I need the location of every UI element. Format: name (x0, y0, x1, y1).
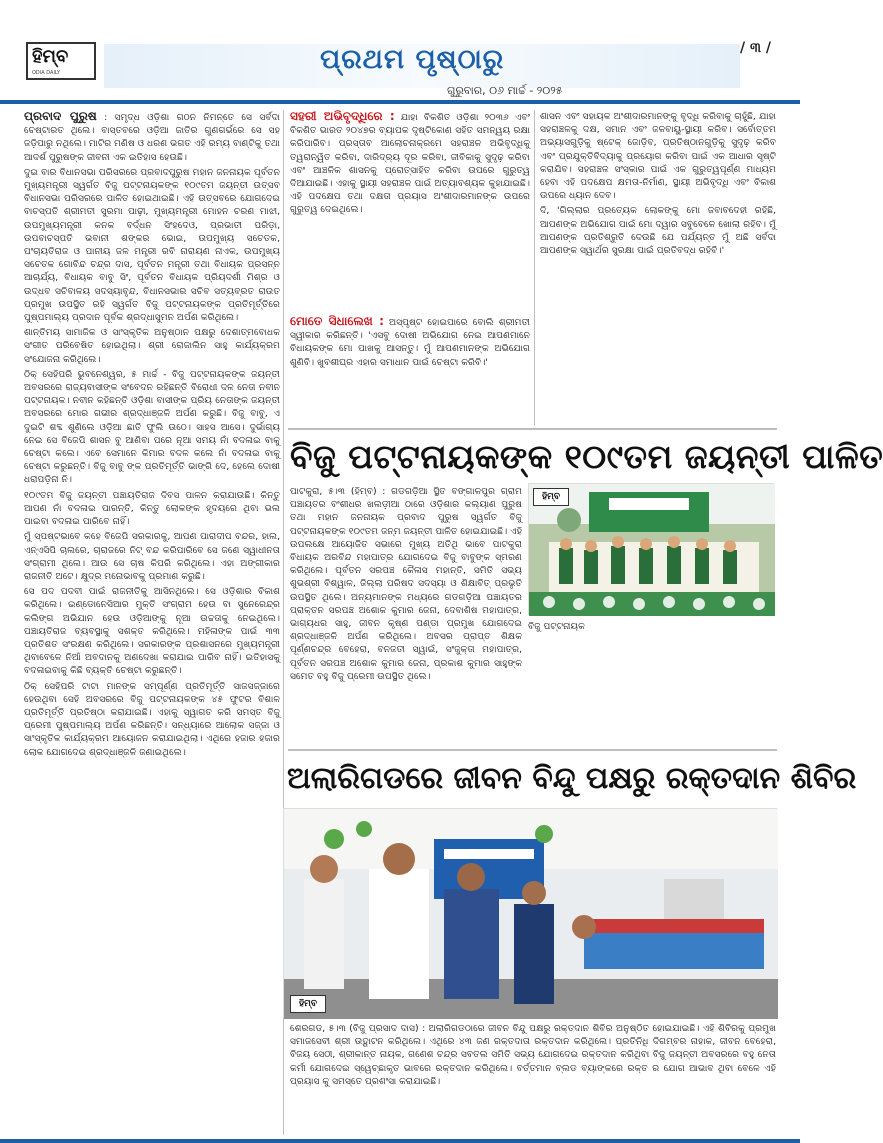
top-accent-band (0, 100, 800, 104)
photo-logo: ହିମ୍ବ (290, 995, 326, 1013)
story1-photo (528, 483, 774, 615)
article-left-paragraph: ଶାନ୍ତିମୟ ସାମାଜିକ ଓ ସାଂସ୍କୃତିକ ଅନୁଷ୍ଠାନ ପକ୍ଷରୁ ଦେଶାତ୍ମବୋଧକ ସଂଗୀତ ପରିବେଷିତ ହୋଇଥିଲା। ଶ୍ରୀ ରୋଜାଲିନ ସାହୁ କାର୍ଯ୍ୟକ୍ରମ ସଂଯୋଜନା କରିଥିଲେ। (24, 327, 280, 365)
story2-photo (283, 808, 777, 1018)
date-line: ଗୁରୁବାର, ୦୬ ମାର୍ଚ୍ଚ - ୨୦୨୫ (447, 84, 563, 97)
blood-camp-photo-illustration (284, 809, 778, 1019)
article-mid-column (290, 110, 530, 310)
masthead (0, 0, 800, 102)
logo-text: ହିମ୍ବ (32, 46, 69, 67)
article-mid-text: ଯାହା ବିକଶିତ ଓଡ଼ିଶା ୨୦୩୬ ଏବଂ ବିକଶିତ ଭାରତ ୨୦୪୭ର ବ୍ୟାପକ ଦୃଷ୍ଟିକୋଣ ସହିତ ସମନ୍ୱୟ ରକ୍ଷା କରିପାରିବ। ପ୍ରସ୍ତାବ ଆଲୋଚନାକ୍ରମେ ସହରାଞ୍ଚଳ ଅଭିବୃଦ୍ଧିକୁ ତ୍ୱରାନ୍ୱିତ କରିବା, ଦାରିଦ୍ର୍ୟ ଦୂର କରିବା, ଜୀବିକାକୁ ସୁଦୃଢ଼ କରିବା ଏବଂ ଆଞ୍ଚଳିକ ଶାସନକୁ ପ୍ରୋତ୍ସାହିତ କରିବା ଉପରେ ଗୁରୁତ୍ୱ ଦିଆଯାଇଛି। ଏହାକୁ ସ୍ଥାୟୀ ସହରାଞ୍ଚଳ ପାଇଁ ଅତ୍ୟାବଶ୍ୟକ କୁହାଯାଇଛି। ଏହି ପଦକ୍ଷେପ ତଥା ଦକ୍ଷତା ପ୍ରୟାସ ଅଂଶୀଦାରମାନଙ୍କ ଉପରେ ଗୁରୁତ୍ୱ ଦେଇଥିଲେ। (290, 112, 531, 216)
newspaper-logo (26, 42, 96, 80)
article-left-paragraph: ଠିକ୍ ସେହିପରି ଟାଟା ମାନଙ୍କ ସମ୍ପୂର୍ଣ୍ଣ ପ୍ରତିମୂର୍ତ୍ତି ସାଜସଜ୍ଜାରେ ହେଉଥିବା ସେହି ଅବସରରେ ବିଜୁ ପଟ୍ଟନାୟକଙ୍କ ୪୫ ଫୁଟର ବିଶାଳ ପ୍ରତିମୂର୍ତ୍ତି ପ୍ରତିଷ୍ଠା କରାଯାଇଛି। ଏହାକୁ ସ୍ୱାଗତ କରି ସମସ୍ତ ବିଜୁ ପ୍ରେମୀ ପୁଷ୍ପମାଲ୍ୟ ଅର୍ପଣ କରିଛନ୍ତି। ସନ୍ଧ୍ୟାରେ ଆଲୋକ ସଜ୍ଜା ଓ ସାଂସ୍କୃତିକ କାର୍ଯ୍ୟକ୍ରମ ଆୟୋଜନ କରାଯାଇଥିଲା। ଏଥିରେ ହଜାର ହଜାର ଲୋକ ଯୋଗଦେଇ ଶ୍ରଦ୍ଧାଞ୍ଜଳି ଜଣାଇଥିଲେ। (24, 680, 280, 758)
article-right-quote: ଦି, 'ଗିଲ୍ଲାର ପ୍ରତ୍ୟେକ ଲୋକଙ୍କୁ ମୋ ଜବାବଦେହୀ ରହିଛି, ଆପଣଙ୍କ ଅଭିଯୋଗ ପାଇଁ ମୋ ଦ୍ୱାର ସବୁବେଳେ ଖୋଲା ରହିବ। ମୁଁ ଆପଣଙ୍କ ପ୍ରତିଶ୍ରୁତି ଦେଉଛି ଯେ ପର୍ଯ୍ୟନ୍ତ ମୁଁ ଅଛି ସର୍ବଦା ଆପଣଙ୍କ ସ୍ୱାର୍ଥର ସୁରକ୍ଷା ପାଇଁ ପ୍ରତିବଦ୍ଧ ରହିବି।' (540, 205, 776, 257)
section-title: ପ୍ରଥମ ପୃଷ୍ଠାରୁ (320, 44, 505, 75)
article-left-paragraph: ୧୦୯ତମ ବିଜୁ ଜୟନ୍ତୀ ପଞ୍ଚାୟତିରାଜ ଦିବସ ପାଳନ କରାଯାଉଛି। କିନ୍ତୁ ଆପଣ ନାଁ ବଦଳାଇ ପାରନ୍ତି, କିନ୍ତୁ ଲୋକଙ୍କ ହୃଦୟରେ ଥିବା ଭଲ ପାଇବା ବଦଳାଇ ପାରିବେ ନାହିଁ। (24, 489, 280, 528)
article-mid2-kicker: ମୋତେ ସିଧାଲେଖ : (290, 314, 384, 328)
page-number: / ୩ / (740, 40, 771, 56)
story1-body-left (290, 485, 522, 745)
story2-body (290, 1022, 776, 1136)
article-mid2-column (290, 315, 530, 425)
story1-headline (290, 429, 883, 485)
article-right-column (540, 110, 776, 425)
bottom-accent-band (0, 1139, 800, 1143)
story1-banner-text: ବିଜୁ ପଟ୍ଟନାୟକ (528, 621, 585, 632)
article-left-paragraph: ସେ ପଦ ପଦବୀ ପାଇଁ ରାଜନୀତିକୁ ଆସିନଥିଲେ। ସେ ଓଡ଼ିଶାର ବିକାଶ କରିଥିଲେ। ଇଣ୍ଡୋନେସିଆର ମୁକ୍ତି ସଂଗ୍ରାମ ହେଉ ବା ସୁନେରେନ୍ଦ୍ର କଲିଙ୍ଗ ଅଭିଯାନ ହେଉ ଓଡ଼ିଆଙ୍କୁ ନୂଆ ଉଚ୍ଚତାକୁ ନେଇଥିଲେ। ପଞ୍ଚାୟତିରାଜ ବ୍ୟବସ୍ଥାକୁ ସଶକ୍ତ କରିଥିଲେ। ମହିଳାଙ୍କ ପାଇଁ ୩୩ ପ୍ରତିଶତ ସଂରକ୍ଷଣ କରିଥିଲେ। ସରକାରଙ୍କ ପ୍ରଶାସନରେ ମୁଖ୍ୟମନ୍ତ୍ରୀ ଥିବାବେଳେ ନିଆଁ ଅବଦାନକୁ ଅଣଦେଖା କରାଯାଇ ପାରିବ ନାହିଁ। ଇତିହାସକୁ ବଦଳାଇବାକୁ କିଛି ବ୍ୟକ୍ତି ଚେଷ୍ଟା କରୁଛନ୍ତି। (24, 586, 280, 677)
column-divider (534, 110, 535, 425)
article-mid-kicker: ସହରୀ ଅଭିବୃଦ୍ଧିରେ : (290, 109, 395, 123)
logo-subtext: ODIA DAILY (32, 70, 61, 76)
article-left-kicker: ପ୍ରବାଦ ପୁରୁଷ (24, 109, 97, 123)
story1-headline-text: ବିଜୁ ପଟ୍ଟନାୟକଙ୍କ ୧୦୯ତମ ଜୟନ୍ତୀ ପାଳିତ (290, 437, 883, 476)
photo-logo: ହିମ୍ବ (533, 488, 569, 506)
story1-text: ପାଟକୁରା, ୫।୩ (ହିମ୍ବ) : ଗଡଗଡ଼ିଆ ସ୍ଥିତ ବଙ୍ଗାଳପୁର ଗ୍ରାମ ପଞ୍ଚାୟତର ବଂଶୀଧର ଖଲଡ଼ୀଆ ଠାରେ ଓଡ଼ିଶାର କଲ୍ୟାଣ ପୁରୁଷ ତଥା ମହାନ ଜନନାୟକ ପ୍ରବାଦ ପୁରୁଷ ସ୍ୱର୍ଗତ ବିଜୁ ପଟ୍ଟନାୟକଙ୍କ ୧୦୯ତମ ଜନ୍ମ ଜୟନ୍ତୀ ପାଳିତ ହୋଇଯାଇଛି। ଏହି ଉପଲକ୍ଷେ ଆୟୋଜିତ ସଭାରେ ମୁଖ୍ୟ ଅତିଥି ଭାବେ ପାଟକୁରା ବିଧାୟକ ଅରବିନ୍ଦ ମହାପାତ୍ର ଯୋଗଦେଇ ବିଜୁ ବାବୁଙ୍କ ସ୍ମରଣ କରିଥିଲେ। ପୂର୍ବତନ ସରପଞ୍ଚ କୈଳାସ ମହାନ୍ତି, ସମିତି ସଭ୍ୟ ଶୁଭଶ୍ରୀ ବିଶ୍ୱାଳ, ଜିଲ୍ଲା ପରିଷଦ ସଦସ୍ୟା ଓ ଶିକ୍ଷାବିତ୍ ପ୍ରଭୃତି ଉପସ୍ଥିତ ଥିଲେ। ଅନ୍ୟମାନଙ୍କ ମଧ୍ୟରେ ଗଡଗଡ଼ିଆ ପଞ୍ଚାୟତର ପ୍ରାକ୍ତନ ସରପଞ୍ଚ ଅଶୋକ କୁମାର ଜେନା, ଦେବାଶିଷ ମହାପାତ୍ର, ଭାଗ୍ୟଧର ସାହୁ, ଜୀବନ କୃଷ୍ଣ ପଣ୍ଡା ପ୍ରମୁଖ ଯୋଗଦେଇ ଶ୍ରଦ୍ଧାଞ୍ଜଳି ଅର୍ପଣ କରିଥିଲେ। ଅବସର ପ୍ରାପ୍ତ ଶିକ୍ଷକ ପୂର୍ଣ୍ଣଚନ୍ଦ୍ର ବେହେରା, ବନଜତୀ ସ୍ୱାଇଁ, ସଂଜୁକ୍ତା ମହାପାତ୍ର, ପୂର୍ବତନ ସରପଞ୍ଚ ଅଶୋକ କୁମାର ଜେନା, ପ୍ରକାଶ କୁମାର ସାହୁଙ୍କ ସମେତ ବହୁ ବିଜୁ ପ୍ରେମୀ ଉପସ୍ଥିତ ଥିଲେ। (290, 486, 522, 682)
article-mid2-text: ଅସ୍ପୃଷ୍ଟ ହୋଇପାରେ ବୋଲି ଶ୍ରୀମତୀ ସ୍ୱୀକାର କରିଛନ୍ତି। 'ଏସବୁ ଦୋଷୀ ଅଭିଯୋଗ ନେଇ ଆପଣମାନେ ବିଧାୟକଙ୍କ ମୋ ପାଖକୁ ଆସନ୍ତୁ। ମୁଁ ଆପଣମାନଙ୍କ ଅଭିଯୋଗ ଶୁଣିବି। ଖୁବଶୀଘ୍ର ଏହାର ସମାଧାନ ପାଇଁ ଚେଷ୍ଟା କରିବି।' (290, 317, 531, 368)
story2-text: ଶେରଗଡ, ୫।୩ (ବିଜୁ ପ୍ରସାଦ ଦାସ) : ଅଲାରିଗଡଠାରେ ଜୀବନ ବିନ୍ଦୁ ପକ୍ଷରୁ ରକ୍ତଦାନ ଶିବିର ଅନୁଷ୍ଠିତ ହୋଇଯାଇଛି। ଏହି ଶିବିରକୁ ପ୍ରମୁଖ ସମାଜସେବୀ ଶ୍ରୀ ଉଦ୍ଘାଟନ କରିଥିଲେ। ଏଥିରେ ୪୩ ଜଣ ରକ୍ତଦାତା ରକ୍ତଦାନ କରିଥିଲେ। ପ୍ରତିନିଧି ଦିଗମ୍ବର ନାହାକ, ଜୀବନ ବେହେରା, ବିଜୟ ସେଠୀ, ଶ୍ରୀକାନ୍ତ ନାୟକ, ଗଣେଶ ଚନ୍ଦ୍ର ସବତଲ ସମିତି ସଭ୍ୟ ଯୋଗଦେଇ ରକ୍ତଦାନ କରିଥିବା ବିଜୁ ଜୟନ୍ତୀ ଅବସରରେ ବହୁ ନେତା କର୍ମୀ ଯୋଗଦେଇ ସ୍ୱେଚ୍ଛାକୃତ ଭାବରେ ରକ୍ତଦାନ କରିଥିଲେ। ବର୍ତ୍ତମାନ ବ୍ଲଡ ବ୍ୟାଙ୍କରେ ରକ୍ତ ର ଯୋଗ ଆଭାବ ଥିବା ବେଳେ ଏହି ପ୍ରୟାସ କୁ ସମସ୍ତେ ପ୍ରଶଂସା କରାଯାଇଛି। (290, 1023, 776, 1087)
article-left-paragraph: ମୁଁ ସ୍ପଷ୍ଟଭାବେ କହେ ବିଜେପି ସରକାରକୁ, ଆପଣ ପାରାଦୀପ ବନ୍ଦର, ହାଲ, ଏନ୍ଏସିପି ଚାଲରେ, ଚାରାଜରେ ନିଟ୍ ବନ୍ଦ କରିପାରିବେ ସେ ଜଣେ ସ୍ୱାଧୀନତା ସଂଗ୍ରାମୀ ଥିଲେ। ଆଉ ସେ ଚାଷ କିପରି କରିଥିଲେ। ଏହା ଅଙ୍ଗୀକାର ରାଜନୀତି ଅଟେ। କ୍ଷୁଦ୍ର ମନୋଭାବକୁ ପ୍ରମାଣ କରୁଛି। (24, 531, 280, 582)
article-left-column: ପ୍ରବାଦ ପୁରୁଷ : ସମୃଦ୍ଧ ଓଡ଼ିଶା ଗଠନ ନିମନ୍ତେ ସେ ସର୍ବଦା ଚେଷ୍ଟାରତ ଥିଲେ। ବାସ୍ତବରେ ଓଡ଼ିଆ ଜାତିର ଗୁଣଗର୍ଭରେ ସେ ସହ ଜଡ଼ିପାରୁ ନଥିଲେ। ମାଟିର ମଣିଷ ଓ ଧରଣ ଭଗତ ଏହି ରମ୍ୟ ବାଣ୍ଟିକୁ ତଥା ଆଦର୍ଶ ପୁରୁଷଙ୍କ ଜୀବନୀ ଏକ ଇତିହାସ ହେଉଛି। ଦୁଇ ବାର ବିଧାନସଭା ପରିସରରେ ପ୍ରବାଦପୁରୁଷ ମହାନ ଜନନାୟକ ପୂର୍ବତନ ମୁଖ୍ୟମନ୍ତ୍ରୀ ସ୍ୱର୍ଗତ ବିଜୁ ପଟ୍ଟନାୟକଙ୍କ ୧୦୯ତମ ଜୟନ୍ତୀ ଉତ୍ସବ ବିଧାନସଭା ପରିସରରେ ପାଳିତ ହୋଇଥାଇଛି। ଏହି ଉତ୍ସବରେ ଯୋଗଦେଇ ବାଚସ୍ପତି ଶ୍ରୀମତୀ ସୁରମା ପାଢ଼ୀ, ମୁଖ୍ୟମନ୍ତ୍ରୀ ମୋହନ ଚରଣ ମାଝୀ, ଉପମୁଖ୍ୟମନ୍ତ୍ରୀ କନକ ବର୍ଦ୍ଧନ ସିଂହଦେଓ, ପ୍ରଭାତୀ ପରିଡ଼ା, ଉପବାଚସ୍ପତି ଭବାନୀ ଶଙ୍କର ଭୋଇ, ଉପମୁଖ୍ୟ ସଚେତକ, ପଂଚାୟତିରାଜ ଓ ପାନୀୟ ଜଳ ମନ୍ତ୍ରୀ ରବି ନାରାୟଣ ନାଏକ, ଉପମୁଖ୍ୟ ସଚେତକ ଗୋବିନ୍ଦ ଚନ୍ଦ୍ର ଦାସ, ପୂର୍ବତନ ମନ୍ତ୍ରୀ ତଥା ବିଧାୟକ ପ୍ରସନ୍ନ ଆଚାର୍ଯ୍ୟ, ବିଧାୟକ ବାବୁ ସିଂ, ପୂର୍ବତନ ବିଧାୟକ ପ୍ରିୟଦର୍ଶୀ ମିଶ୍ର ଓ ଉଦ୍ଧବ ସଚିବାଳୟ ସଦସ୍ୟାବୃନ୍ଦ, ବିଧାନସଭାର ସଚିବ ସତ୍ୟବ୍ରତ ରାଉତ ପ୍ରମୁଖ ଉପସ୍ଥିତ ରହି ସ୍ୱର୍ଗତ ବିଜୁ ପଟ୍ଟନାୟକଙ୍କ ପ୍ରତିମୂର୍ତ୍ତିରେ ପୁଷ୍ପମାଲ୍ୟ ପ୍ରଦାନ ପୂର୍ବକ ଶ୍ରଦ୍ଧାସୁମନ ଅର୍ପଣ କରିଥିଲେ। ଶାନ୍ତିମୟ ସାମାଜିକ ଓ ସାଂସ୍କୃତିକ ଅନୁଷ୍ଠାନ ପକ୍ଷରୁ ଦେଶାତ୍ମବୋଧକ ସଂଗୀତ ପରିବେଷିତ ହୋଇଥିଲା। ଶ୍ରୀ ରୋଜାଲିନ ସାହୁ କାର୍ଯ୍ୟକ୍ରମ ସଂଯୋଜନା କରିଥିଲେ। ଠିକ୍ ସେହିପରି ଭୁବନେଶ୍ୱର, ୫ ମାର୍ଚ୍ଚ - ବିଜୁ ପଟ୍ଟନାୟକଙ୍କ ଜୟନ୍ତୀ ଅବସରରେ ରାଜ୍ୟବାସୀଙ୍କ ସଂବେଦନ ରହିଛନ୍ତି ବିରୋଧୀ ଦଳ ନେତା ନବୀନ ପଟ୍ଟନାୟକ। ନବୀନ କହିଛନ୍ତି ଓଡ଼ିଶା ବାସୀଙ୍କ ପ୍ରିୟ ନେତାଙ୍କ ଜୟନ୍ତୀ ଅବସରରେ ମୋର ଗଭୀର ଶ୍ରଦ୍ଧାଞ୍ଜଳି ଅର୍ପଣ କରୁଛି। ବିଜୁ ବାବୁ, ଏ ଦୁଇଟି ଶବ୍ଦ ଶୁଣିଲେ ଓଡ଼ିଆ ଛାତି ଫୁଲି ଉଠେ। ସାହସ ଆସେ। ଦୁର୍ଭାଗ୍ୟ ନେଇ ସେ ବିଜେପି ଶାସନ ବୁ ଆଣିବା ପରେ ନୂଆ ସମୟ ନାଁ ବଦଳାଇ ବାକୁ ଚେଷ୍ଟା କଲେ। ଏବେ ସେମାନେ କିମାର ବଦଳ କଲେ ନାଁ ବଦଳାଇ ବାକୁ ଚେଷ୍ଟା କରୁଛନ୍ତି। ବିଜୁ ବାବୁ ଙ୍କ ପ୍ରତିମୂର୍ତ୍ତି ଭାଙ୍ଗି ଦେ, ହେଲେ ଦୋଷୀ ଧରାପଡ଼ିନା ନି। ୧୦୯ତମ ବିଜୁ ଜୟନ୍ତୀ ପଞ୍ଚାୟତିରାଜ ଦିବସ ପାଳନ କରାଯାଉଛି। କିନ୍ତୁ ଆପଣ ନାଁ ବଦଳାଇ ପାରନ୍ତି, କିନ୍ତୁ ଲୋକଙ୍କ ହୃଦୟରେ ଥିବା ଭଲ ପାଇବା ବଦଳାଇ ପାରିବେ ନାହିଁ। ମୁଁ ସ୍ପଷ୍ଟଭାବେ କହେ ବିଜେପି ସରକାରକୁ, ଆପଣ ପାରାଦୀପ ବନ୍ଦର, ହାଲ, ଏନ୍ଏସିପି ଚାଲରେ, ଚାରାଜରେ ନିଟ୍ ବନ୍ଦ କରିପାରିବେ ସେ ଜଣେ ସ୍ୱାଧୀନତା ସଂଗ୍ରାମୀ ଥିଲେ। ଆଉ ସେ ଚାଷ କିପରି କରିଥିଲେ। ଏହା ଅଙ୍ଗୀକାର ରାଜନୀତି ଅଟେ। କ୍ଷୁଦ୍ର ମନୋଭାବକୁ ପ୍ରମାଣ କରୁଛି। ସେ ପଦ ପଦବୀ ପାଇଁ ରାଜନୀତିକୁ ଆସିନଥିଲେ। ସେ ଓଡ଼ିଶାର ବିକାଶ କରିଥିଲେ। ଇଣ୍ଡୋନେସିଆର ମୁକ୍ତି ସଂଗ୍ରାମ ହେଉ ବା ସୁନେରେନ୍ଦ୍ର କଲିଙ୍ଗ ଅଭିଯାନ ହେଉ ଓଡ଼ିଆଙ୍କୁ ନୂଆ ଉଚ୍ଚତାକୁ ନେଇଥିଲେ। ପଞ୍ଚାୟତିରାଜ ବ୍ୟବସ୍ଥାକୁ ସଶକ୍ତ କରିଥିଲେ। ମହିଳାଙ୍କ ପାଇଁ ୩୩ ପ୍ରତିଶତ ସଂରକ୍ଷଣ କରିଥିଲେ। ସରକାରଙ୍କ ପ୍ରଶାସନରେ ମୁଖ୍ୟମନ୍ତ୍ରୀ ଥିବାବେଳେ ନିଆଁ ଅବଦାନକୁ ଅଣଦେଖା କରାଯାଇ ପାରିବ ନାହିଁ। ଇତିହାସକୁ ବଦଳାଇବାକୁ କିଛି ବ୍ୟକ୍ତି ଚେଷ୍ଟା କରୁଛନ୍ତି। ଠିକ୍ ସେହିପରି ଟାଟା ମାନଙ୍କ ସମ୍ପୂର୍ଣ୍ଣ ପ୍ରତିମୂର୍ତ୍ତି ସାଜସଜ୍ଜାରେ ହେଉଥିବା ସେହି ଅବସରରେ ବିଜୁ ପଟ୍ଟନାୟକଙ୍କ ୪୫ ଫୁଟର ବିଶାଳ ପ୍ରତିମୂର୍ତ୍ତି ପ୍ରତିଷ୍ଠା କରାଯାଇଛି। ଏହାକୁ ସ୍ୱାଗତ କରି ସମସ୍ତ ବିଜୁ ପ୍ରେମୀ ପୁଷ୍ପମାଲ୍ୟ ଅର୍ପଣ କରିଛନ୍ତି। ସନ୍ଧ୍ୟାରେ ଆଲୋକ ସଜ୍ଜା ଓ ସାଂସ୍କୃତିକ କାର୍ଯ୍ୟକ୍ରମ ଆୟୋଜନ କରାଯାଇଥିଲା। ଏଥିରେ ହଜାର ହଜାର ଲୋକ ଯୋଗଦେଇ ଶ୍ରଦ୍ଧାଞ୍ଜଳି ଜଣାଇଥିଲେ। (24, 109, 280, 758)
article-left-paragraph: ଦୁଇ ବାର ବିଧାନସଭା ପରିସରରେ ପ୍ରବାଦପୁରୁଷ ମହାନ ଜନନାୟକ ପୂର୍ବତନ ମୁଖ୍ୟମନ୍ତ୍ରୀ ସ୍ୱର୍ଗତ ବିଜୁ ପଟ୍ଟନାୟକଙ୍କ ୧୦୯ତମ ଜୟନ୍ତୀ ଉତ୍ସବ ବିଧାନସଭା ପରିସରରେ ପାଳିତ ହୋଇଥାଇଛି। ଏହି ଉତ୍ସବରେ ଯୋଗଦେଇ ବାଚସ୍ପତି ଶ୍ରୀମତୀ ସୁରମା ପାଢ଼ୀ, ମୁଖ୍ୟମନ୍ତ୍ରୀ ମୋହନ ଚରଣ ମାଝୀ, ଉପମୁଖ୍ୟମନ୍ତ୍ରୀ କନକ ବର୍ଦ୍ଧନ ସିଂହଦେଓ, ପ୍ରଭାତୀ ପରିଡ଼ା, ଉପବାଚସ୍ପତି ଭବାନୀ ଶଙ୍କର ଭୋଇ, ଉପମୁଖ୍ୟ ସଚେତକ, ପଂଚାୟତିରାଜ ଓ ପାନୀୟ ଜଳ ମନ୍ତ୍ରୀ ରବି ନାରାୟଣ ନାଏକ, ଉପମୁଖ୍ୟ ସଚେତକ ଗୋବିନ୍ଦ ଚନ୍ଦ୍ର ଦାସ, ପୂର୍ବତନ ମନ୍ତ୍ରୀ ତଥା ବିଧାୟକ ପ୍ରସନ୍ନ ଆଚାର୍ଯ୍ୟ, ବିଧାୟକ ବାବୁ ସିଂ, ପୂର୍ବତନ ବିଧାୟକ ପ୍ରିୟଦର୍ଶୀ ମିଶ୍ର ଓ ଉଦ୍ଧବ ସଚିବାଳୟ ସଦସ୍ୟାବୃନ୍ଦ, ବିଧାନସଭାର ସଚିବ ସତ୍ୟବ୍ରତ ରାଉତ ପ୍ରମୁଖ ଉପସ୍ଥିତ ରହି ସ୍ୱର୍ଗତ ବିଜୁ ପଟ୍ଟନାୟକଙ୍କ ପ୍ରତିମୂର୍ତ୍ତିରେ ପୁଷ୍ପମାଲ୍ୟ ପ୍ରଦାନ ପୂର୍ବକ ଶ୍ରଦ୍ଧାସୁମନ ଅର୍ପଣ କରିଥିଲେ। (24, 166, 280, 324)
story2-headline (287, 749, 857, 809)
story1-body-right (528, 620, 776, 745)
article-left-paragraph: ଠିକ୍ ସେହିପରି ଭୁବନେଶ୍ୱର, ୫ ମାର୍ଚ୍ଚ - ବିଜୁ ପଟ୍ଟନାୟକଙ୍କ ଜୟନ୍ତୀ ଅବସରରେ ରାଜ୍ୟବାସୀଙ୍କ ସଂବେଦନ ରହିଛନ୍ତି ବିରୋଧୀ ଦଳ ନେତା ନବୀନ ପଟ୍ଟନାୟକ। ନବୀନ କହିଛନ୍ତି ଓଡ଼ିଶା ବାସୀଙ୍କ ପ୍ରିୟ ନେତାଙ୍କ ଜୟନ୍ତୀ ଅବସରରେ ମୋର ଗଭୀର ଶ୍ରଦ୍ଧାଞ୍ଜଳି ଅର୍ପଣ କରୁଛି। ବିଜୁ ବାବୁ, ଏ ଦୁଇଟି ଶବ୍ଦ ଶୁଣିଲେ ଓଡ଼ିଆ ଛାତି ଫୁଲି ଉଠେ। ସାହସ ଆସେ। ଦୁର୍ଭାଗ୍ୟ ନେଇ ସେ ବିଜେପି ଶାସନ ବୁ ଆଣିବା ପରେ ନୂଆ ସମୟ ନାଁ ବଦଳାଇ ବାକୁ ଚେଷ୍ଟା କଲେ। ଏବେ ସେମାନେ କିମାର ବଦଳ କଲେ ନାଁ ବଦଳାଇ ବାକୁ ଚେଷ୍ଟା କରୁଛନ୍ତି। ବିଜୁ ବାବୁ ଙ୍କ ପ୍ରତିମୂର୍ତ୍ତି ଭାଙ୍ଗି ଦେ, ହେଲେ ଦୋଷୀ ଧରାପଡ଼ିନା ନି। (24, 368, 280, 486)
story2-headline-text: ଅଲାରିଗଡରେ ଜୀବନ ବିନ୍ଦୁ ପକ୍ଷରୁ ରକ୍ତଦାନ ଶିବିର (287, 761, 857, 796)
article-left-paragraph: ସମୃଦ୍ଧ ଓଡ଼ିଶା ଗଠନ ନିମନ୍ତେ ସେ ସର୍ବଦା ଚେଷ୍ଟାରତ ଥିଲେ। ବାସ୍ତବରେ ଓଡ଼ିଆ ଜାତିର ଗୁଣଗର୍ଭରେ ସେ ସହ ଜଡ଼ିପାରୁ ନଥିଲେ। ମାଟିର ମଣିଷ ଓ ଧରଣ ଭଗତ ଏହି ରମ୍ୟ ବାଣ୍ଟିକୁ ତଥା ଆଦର୍ଶ ପୁରୁଷଙ୍କ ଜୀବନୀ ଏକ ଇତିହାସ ହେଉଛି। (24, 112, 280, 163)
article-right-text: ଶାସନ ଏବଂ ସହାୟକ ଅଂଶୀଦାରମାନଙ୍କୁ ବୃଦ୍ଧି କରିବାକୁ ଚାହୁଁଛି, ଯାହା ସହରାଞ୍ଚଳକୁ ଦକ୍ଷ, ସମାନ ଏବଂ ଜଳବାୟୁ-ସ୍ଥାୟୀ କରିବ। ସର୍ବୋତ୍ତମ ଅଭ୍ୟାସଗୁଡ଼ିକୁ ଷ୍ଟେକ୍ ଜୋଡ଼ିବ, ପ୍ରତିଷ୍ଠାନଗୁଡ଼ିକୁ ସୁଦୃଢ଼ କରିବ ଏବଂ ପ୍ରଯୁକ୍ତିବିଦ୍ୟାକୁ ପ୍ରୟୋଗ କରିବା ପାଇଁ ଏକ ଆଧାର ସୃଷ୍ଟି କରାଯିବ। ସହରାଞ୍ଚଳ ସଂସ୍କାର ପାଇଁ ଏକ ଗୁରୁତ୍ୱପୂର୍ଣ୍ଣ ମାଧ୍ୟମ ହେବା ଏହି ପଦକ୍ଷେପ କ୍ଷମତା-ନିର୍ମାଣ, ସ୍ଥାୟୀ ଅଭିବୃଦ୍ଧି ଏବଂ ବିକାଶ ଉପରେ ଧ୍ୟାନ ଦେବ। (540, 111, 776, 202)
